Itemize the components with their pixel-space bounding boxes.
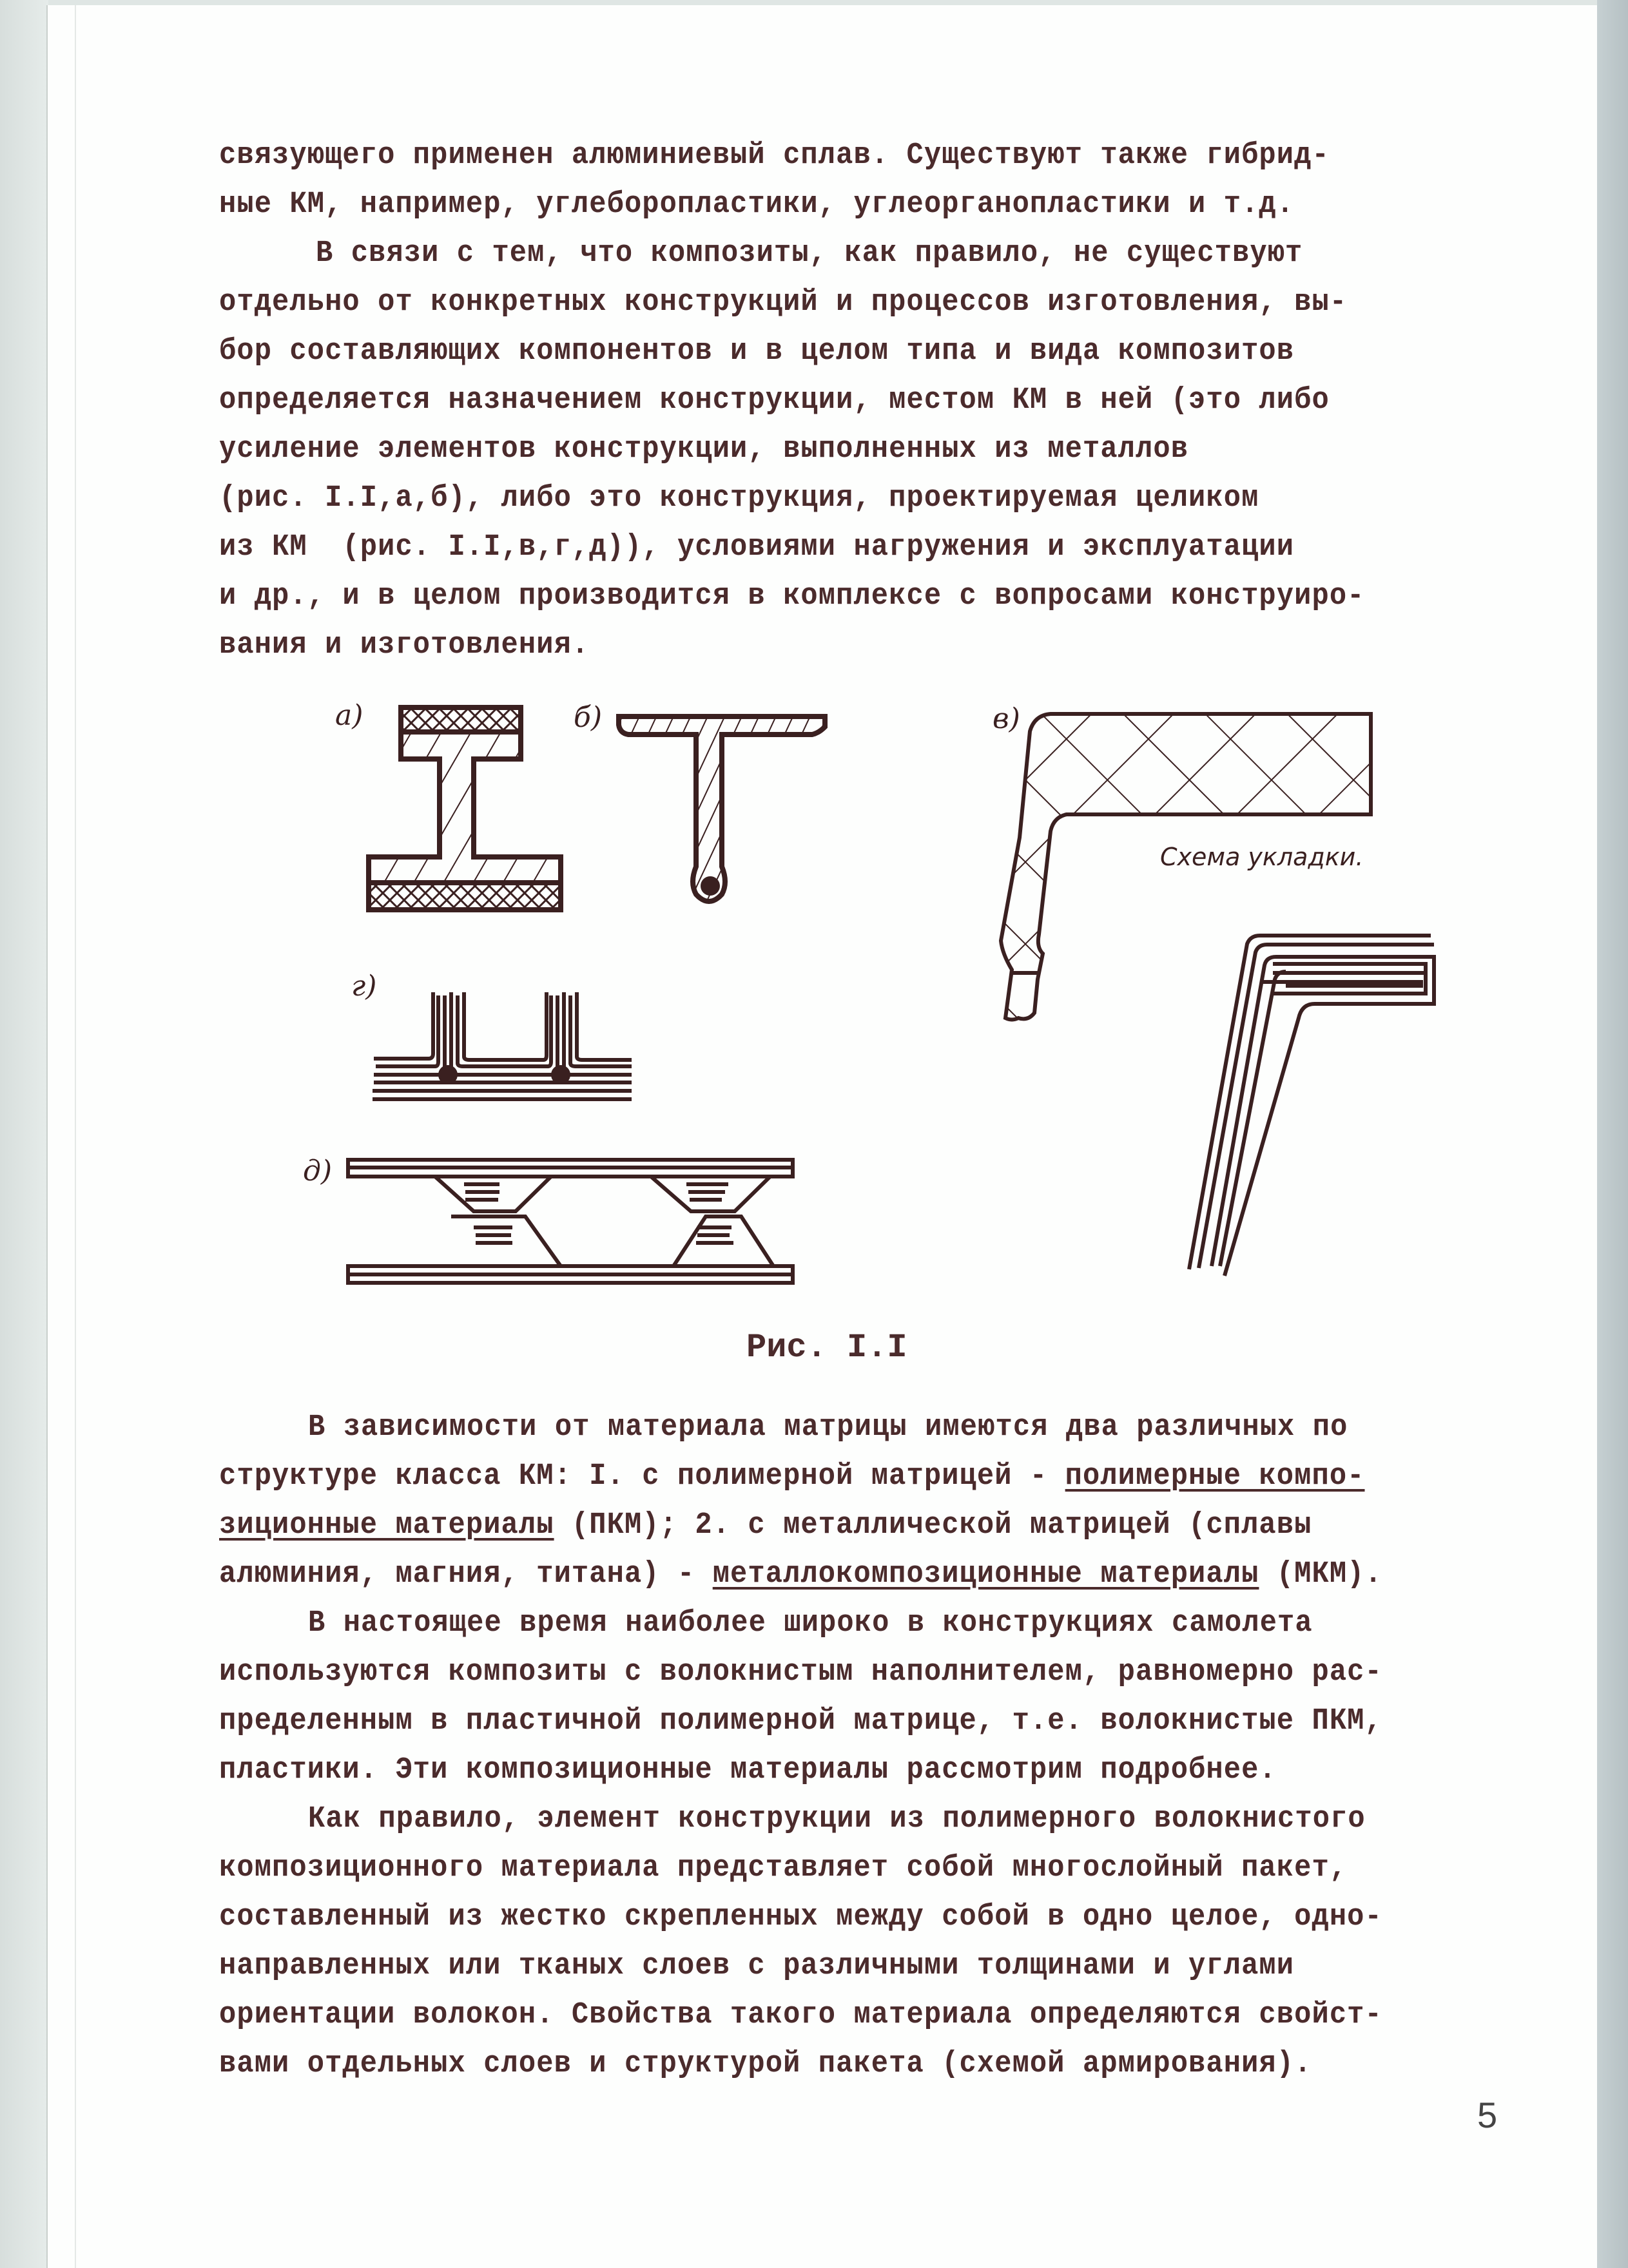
figure-label-b: б) — [574, 701, 603, 734]
text-line: В связи с тем, что композиты, как правило, не существуют — [316, 236, 1303, 271]
figure-d-sandwich-panel — [303, 1155, 793, 1283]
text-line: ные КМ, например, углебoропластики, углеорганопластики и т.д. — [219, 187, 1295, 222]
text-span: (ПКМ); 2. с металлической матрицей (сплавы — [554, 1508, 1312, 1542]
text-line: ориентации волокон. Свойства такого материала определяются свойст- — [219, 1998, 1382, 2032]
underlined-term: металлокомпозиционные материалы — [712, 1557, 1259, 1591]
figure-caption: Рис. I.I — [746, 1329, 907, 1367]
text-line: Как правило, элемент конструкции из полимерного волокнистого — [308, 1802, 1366, 1836]
text-line: составленный из жестко скрепленных между собой в одно целое, одно- — [219, 1900, 1382, 1934]
text-line: и др., и в целом производится в комплексе с вопросами конструиро- — [219, 579, 1365, 613]
text-line — [219, 1506, 1312, 1545]
layup-scheme-note: Схема укладки. — [1160, 843, 1364, 871]
figure-label-d: д) — [303, 1155, 333, 1187]
text-line: вами отдельных слоев и структурой пакета (схемой армирования). — [219, 2047, 1312, 2081]
text-line: В зависимости от материала матрицы имеются два различных по — [308, 1410, 1348, 1445]
text-line: бор составляющих компонентов и в целом типа и вида композитов — [219, 334, 1295, 369]
text-span: структуре класса КМ: I. с полимерной матрицей - — [219, 1459, 1065, 1494]
underlined-term: полимерные компо- — [1065, 1459, 1365, 1494]
text-line: используются композиты с волокнистым наполнителем, равномерно рас- — [219, 1655, 1382, 1689]
figure-label-a: а) — [335, 699, 363, 732]
figure-a-i-beam — [335, 699, 561, 910]
figure-label-g: г) — [351, 970, 377, 1003]
text-line: вания и изготовления. — [219, 628, 590, 662]
text-line — [219, 1555, 1382, 1594]
text-line: усиление элементов конструкции, выполненных из металлов — [219, 432, 1189, 466]
text-line: композиционного материала представляет собой многослойный пакет, — [219, 1851, 1348, 1885]
text-line: отдельно от конкретных конструкций и процессов изготовления, вы- — [219, 285, 1348, 320]
text-line: (рис. I.I,а,б), либо это конструкция, проектируемая целиком — [219, 481, 1259, 515]
text-line: связующего применен алюминиевый сплав. Существуют также гибрид- — [219, 139, 1330, 173]
figure-b-t-profile — [574, 701, 825, 901]
text-line: пластики. Эти композиционные материалы рассмотрим подробнее. — [219, 1753, 1277, 1787]
text-line: В настоящее время наиболее широко в конструкциях самолета — [308, 1606, 1313, 1640]
figure-g-stiffened-panel — [351, 970, 632, 1099]
text-line — [219, 1457, 1365, 1496]
figure-label-v: в) — [993, 702, 1020, 735]
text-span: (МКМ). — [1259, 1557, 1382, 1591]
underlined-term: зиционные материалы — [219, 1508, 554, 1542]
text-line: направленных или тканых слоев с различными толщинами и углами — [219, 1949, 1295, 1983]
figure-v-layup-scheme — [1189, 936, 1434, 1276]
text-line: определяется назначением конструкции, местом КМ в ней (это либо — [219, 383, 1330, 418]
text-line: из КМ (рис. I.I,в,г,д)), условиями нагружения и эксплуатации — [219, 530, 1295, 564]
text-span: алюминия, магния, титана) - — [219, 1557, 713, 1591]
page-number: 5 — [1477, 2095, 1498, 2135]
text-line: пределенным в пластичной полимерной матрице, т.е. волокнистые ПКМ, — [219, 1704, 1382, 1738]
